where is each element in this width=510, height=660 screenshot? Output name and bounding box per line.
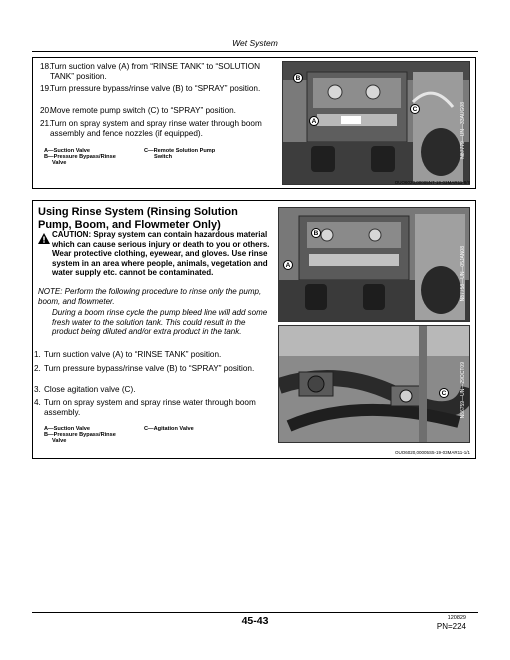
callout-a: A xyxy=(283,260,293,270)
step-21 xyxy=(40,119,272,138)
legend-b-cont: Valve xyxy=(52,438,67,444)
note-detail: During a boom rinse cycle the pump bleed line will add some fresh water to the solution tank. This could result in the product being diluted and/or extra product in the tank. xyxy=(52,308,268,336)
callout-c: C xyxy=(410,104,420,114)
step-20 xyxy=(40,106,272,116)
rinse-panel-photo xyxy=(278,207,470,322)
footer-pn: PN=224 xyxy=(436,622,466,631)
step-18 xyxy=(40,62,272,81)
footer-rule xyxy=(32,612,478,613)
step-number: 1. xyxy=(34,350,41,359)
section-heading: Using Rinse System (Rinsing Solution Pump, Boom, and Flowmeter Only) xyxy=(38,206,238,231)
doc-id: OUO6020,00005NT-19-03MAR11-8/8 xyxy=(394,180,470,185)
callout-a: A xyxy=(309,116,319,126)
page-number: 45-43 xyxy=(241,615,269,627)
footer-date-code: 120829 xyxy=(447,615,466,621)
step-text: Turn pressure bypass/rinse valve (B) to “SPRAY” position. xyxy=(50,84,261,93)
legend-b: B—Pressure Bypass/Rinse xyxy=(44,154,116,160)
step-text: Move remote pump switch (C) to “SPRAY” position. xyxy=(50,106,236,115)
note-text: NOTE: Perform the following procedure to rinse only the pump, boom, and flowmeter. xyxy=(38,287,262,306)
step-19 xyxy=(40,84,272,94)
legend-b: B—Pressure Bypass/Rinse xyxy=(44,432,116,438)
running-header: Wet System xyxy=(232,38,278,48)
step-number: 2. xyxy=(34,364,41,373)
legend-c-cont: Switch xyxy=(154,154,173,160)
step-number: 20. xyxy=(40,106,52,115)
agitation-valve-illustration xyxy=(279,326,469,442)
step-text: Turn pressure bypass/rinse valve (B) to “SPRAY” position. xyxy=(44,364,255,373)
step-number: 21. xyxy=(40,119,52,128)
step-text: Turn on spray system and spray rinse water through boom assembly and fence nozzles (if equipped). xyxy=(50,119,262,138)
step-2 xyxy=(34,364,268,374)
step-4 xyxy=(34,398,268,417)
step-text: Turn on spray system and spray rinse water through boom assembly. xyxy=(44,398,256,417)
callout-b: B xyxy=(311,228,321,238)
step-text: Close agitation valve (C). xyxy=(44,385,136,394)
agitation-valve-photo xyxy=(278,325,470,443)
step-number: 4. xyxy=(34,398,41,407)
doc-id: OUO6020,00005S5-19-03MAR11-1/1 xyxy=(395,450,470,455)
image-code: N87779—UN—33AUG08 xyxy=(460,102,466,159)
legend-a: A—Suction Valve xyxy=(44,148,91,154)
warning-triangle-icon xyxy=(38,233,50,244)
rinse-panel-illustration xyxy=(279,208,469,321)
step-number: 18. xyxy=(40,62,52,71)
section-title xyxy=(38,206,272,231)
step-3 xyxy=(34,385,268,395)
legend-a: A—Suction Valve xyxy=(44,426,91,432)
legend-b-cont: Valve xyxy=(52,160,67,166)
legend-c: C—Remote Solution Pump xyxy=(144,148,216,154)
header-rule xyxy=(32,51,478,52)
image-code: N86759—UN—29OCT09 xyxy=(460,362,466,419)
step-number: 3. xyxy=(34,385,41,394)
pump-panel-photo xyxy=(282,61,470,185)
callout-b: B xyxy=(293,73,303,83)
legend-c: C—Agitation Valve xyxy=(144,426,194,432)
callout-c: C xyxy=(439,388,449,398)
caution-text: CAUTION: Spray system can contain hazardous material which can cause serious injury or death to you or others. Wear protective clothing, eyewear, and gloves. Use rinse system in an area where people, animals, vegetation and water supply etc. cannot be contaminated. xyxy=(52,230,270,277)
step-text: Turn suction valve (A) from “RINSE TANK” to “SOLUTION TANK” position. xyxy=(50,62,261,81)
image-code: N87758—UN—05JAN08 xyxy=(460,246,466,302)
step-number: 19. xyxy=(40,84,52,93)
step-1 xyxy=(34,350,268,360)
step-text: Turn suction valve (A) to “RINSE TANK” position. xyxy=(44,350,222,359)
